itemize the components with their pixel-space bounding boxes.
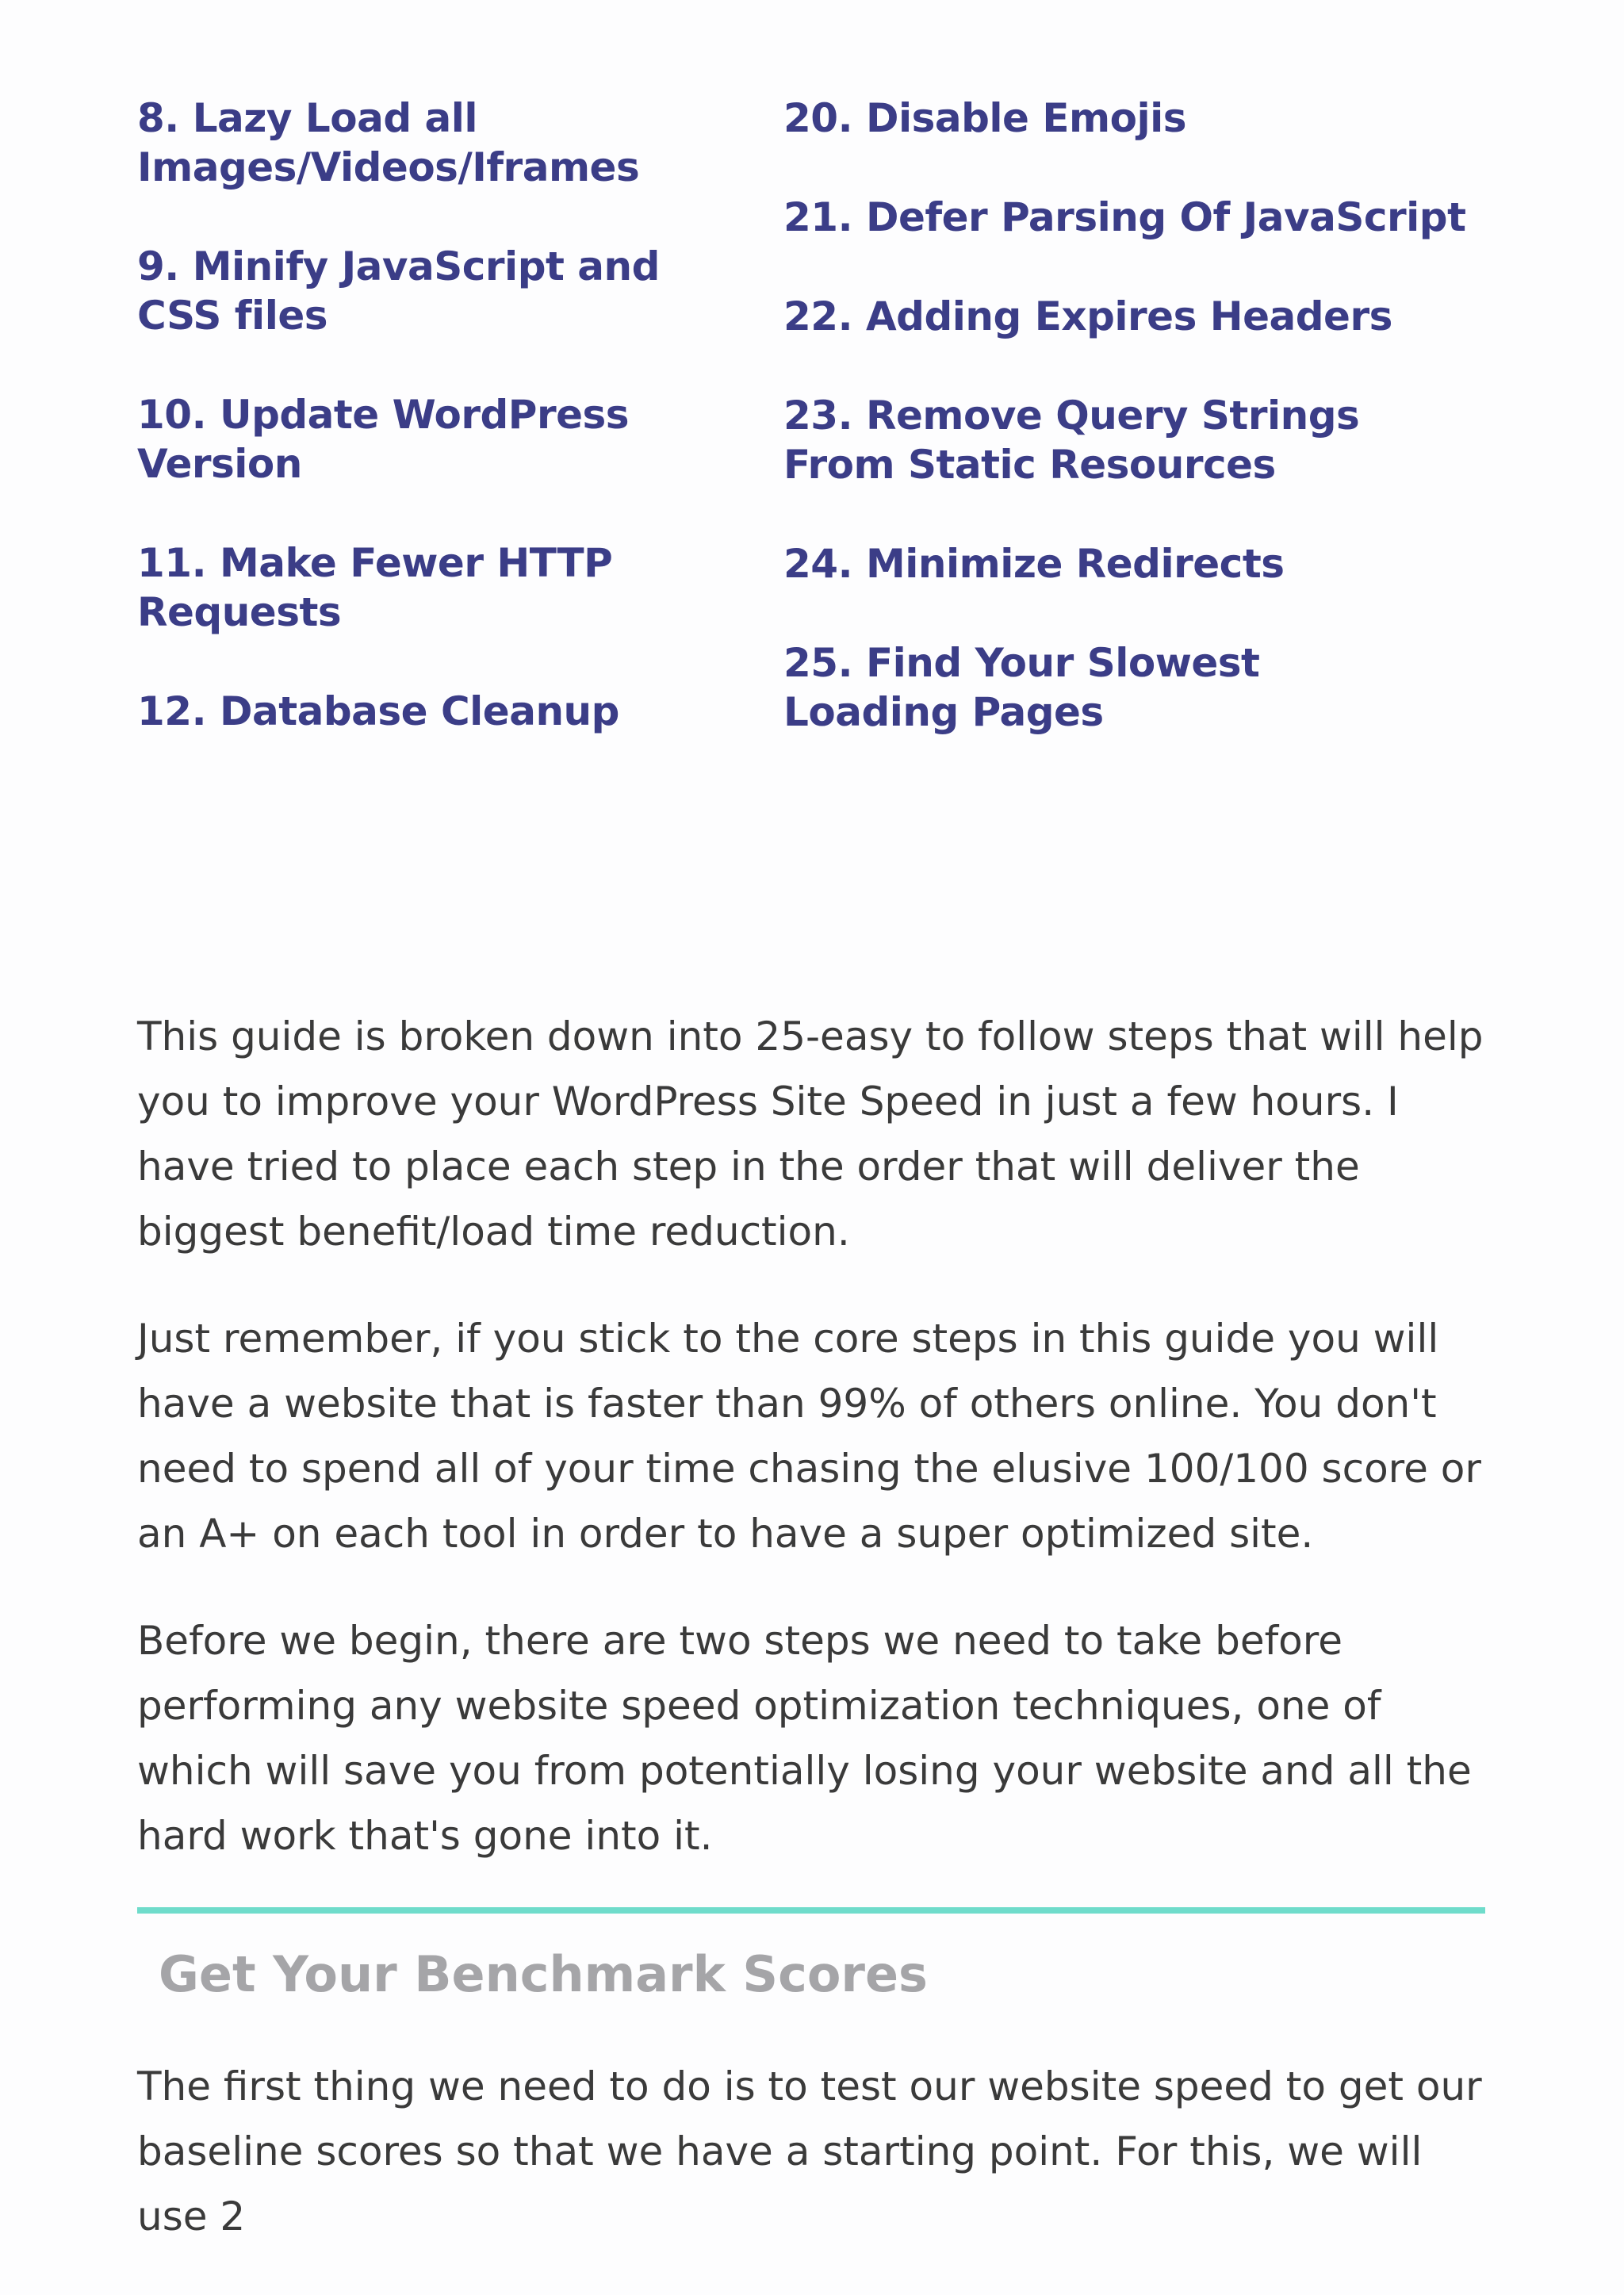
toc-item[interactable]: 9. Minify JavaScript and CSS files bbox=[137, 243, 660, 339]
toc-item[interactable]: 22. Adding Expires Headers bbox=[783, 293, 1392, 339]
toc-item[interactable]: 11. Make Fewer HTTP Requests bbox=[137, 540, 613, 635]
section-heading: Get Your Benchmark Scores bbox=[159, 1945, 928, 2003]
toc-item[interactable]: 12. Database Cleanup bbox=[137, 688, 619, 734]
intro-paragraph-2 bbox=[137, 1306, 1485, 1566]
toc-item[interactable]: 23. Remove Query Strings From Static Resources bbox=[783, 393, 1360, 488]
paragraph-text: This guide is broken down into 25-easy to follow steps that will help you to improve your WordPress Site Speed in just a few hours. I have tried to place each step in the order that will deliver the biggest benefit/load time reduction. bbox=[137, 1013, 1484, 1255]
toc-column-right bbox=[783, 94, 1481, 787]
paragraph-text: Just remember, if you stick to the core steps in this guide you will have a website that is faster than 99% of others online. You don't need to spend all of your time chasing the elusive 100/100 score or an A+ on each tool in order to have a super optimized site. bbox=[137, 1316, 1481, 1557]
paragraph-text: Before we begin, there are two steps we need to take before performing any website speed optimization techniques, one of which will save you from potentially losing your website and all the hard work that's gone into it. bbox=[137, 1618, 1472, 1859]
paragraph-text: The first thing we need to do is to test our website speed to get our baseline scores so that we have a starting point. For this, we will use 2 bbox=[137, 2063, 1482, 2239]
section-paragraph-1 bbox=[137, 2054, 1485, 2249]
intro-paragraph-1 bbox=[137, 1004, 1485, 1264]
toc-item[interactable]: 10. Update WordPress Version bbox=[137, 392, 630, 487]
toc-column-left bbox=[137, 94, 783, 787]
section-divider bbox=[137, 1907, 1485, 1914]
toc-item[interactable]: 24. Minimize Redirects bbox=[783, 541, 1285, 587]
toc-item[interactable]: 8. Lazy Load all Images/Videos/Iframes bbox=[137, 95, 640, 190]
toc-item[interactable]: 25. Find Your Slowest Loading Pages bbox=[783, 640, 1260, 735]
toc-item[interactable]: 20. Disable Emojis bbox=[783, 95, 1187, 141]
intro-paragraph-3 bbox=[137, 1608, 1485, 1868]
toc-item[interactable]: 21. Defer Parsing Of JavaScript bbox=[783, 194, 1466, 240]
table-of-contents bbox=[137, 94, 1501, 787]
